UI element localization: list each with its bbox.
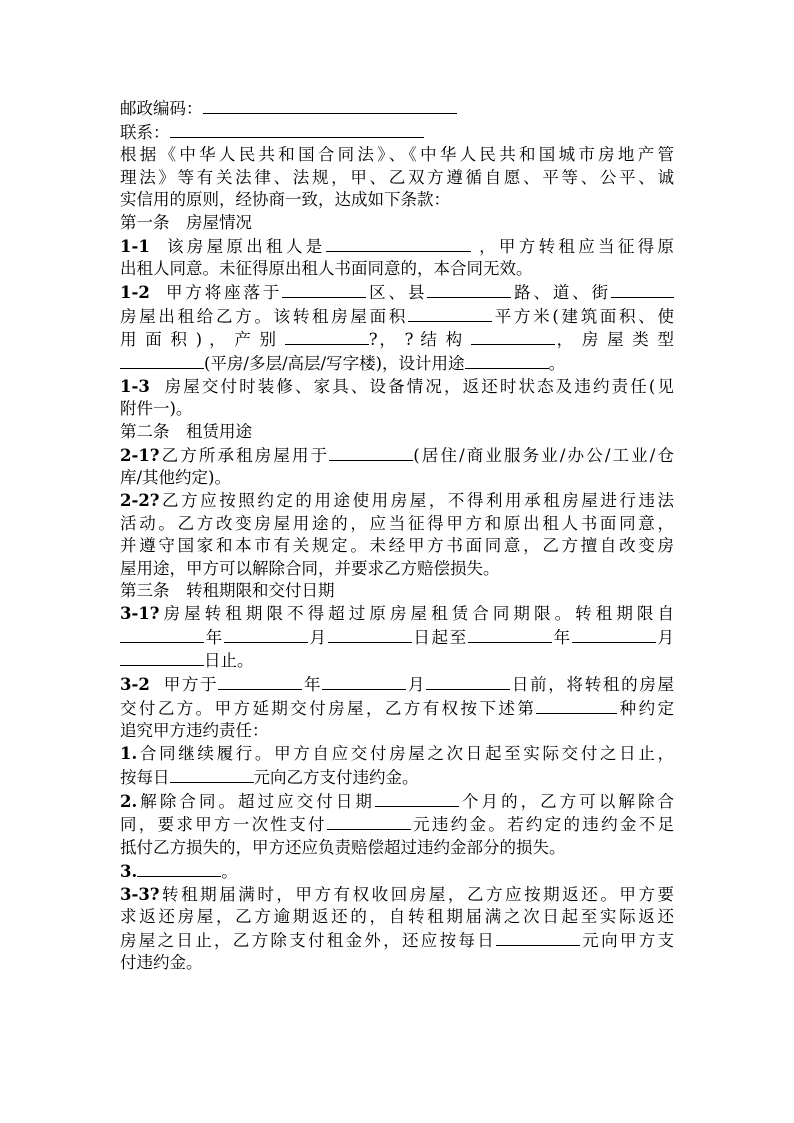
article-2-heading: 第二条 租赁用途 (120, 421, 252, 441)
clause-text: (居住/商业服务业/办公/工业/仓 (413, 445, 674, 465)
clause-3-1 (120, 603, 674, 626)
clause-text: 用 面 积 ) ， 产 别 (120, 330, 285, 349)
clause-text: 元违约金。若约定的违约金不足 (410, 815, 675, 834)
clause-text: 平方米(建筑面积、使 (492, 306, 675, 326)
clause-3-2-line-2 (120, 697, 674, 721)
clause-2-2 (120, 490, 674, 513)
clause-text: 乙方应按照约定的用途使用房屋，不得利用承租房屋进行违法 (159, 491, 674, 510)
clause-number: 1-3 (120, 376, 150, 396)
structure-blank (471, 328, 555, 345)
postcode-line (120, 97, 674, 121)
other-option-blank (137, 860, 221, 877)
contact-line (120, 121, 674, 145)
clause-text: ，甲方转租应当征得原 (479, 236, 675, 256)
usage-blank (329, 444, 413, 461)
clause-text: 交付乙方。甲方延期交付房屋，乙方有权按下述第 (120, 698, 537, 718)
clause-text: 种约定 (617, 698, 675, 718)
lump-penalty-blank (327, 813, 411, 830)
clause-text: 甲方于 (163, 675, 219, 694)
clause-text: ， 房 屋 类 型 (554, 330, 675, 349)
option-3 (120, 860, 674, 884)
option-number: 2. (120, 791, 138, 811)
clause-number: 1-2 (120, 283, 150, 302)
option-number-blank (536, 697, 617, 714)
clause-text: 房屋出租给乙方。该转租房屋面积 (120, 306, 409, 326)
clause-1-1 (120, 235, 674, 259)
road-blank (427, 281, 511, 298)
clause-text: 个月的，乙方可以解除合 (458, 791, 675, 811)
clause-text: 日前，将转租的房屋 (510, 675, 675, 694)
intro-line-2: 理法》等有关法律、法规，甲、乙双方遵循自愿、平等、公平、诚 (120, 167, 674, 187)
design-use-blank (465, 352, 549, 369)
area-blank (408, 305, 492, 322)
clause-number: 3-2 (120, 675, 150, 694)
postcode-blank (203, 97, 457, 114)
clause-3-3-line-3 (120, 929, 674, 953)
clause-text: 路、道、街 (511, 283, 612, 302)
clause-1-3-cont: 附件一)。 (120, 399, 193, 418)
clause-text: 合同继续履行。甲方自应交付房屋之次日起至实际交付之日止， (137, 744, 674, 763)
delivery-month-blank (322, 673, 406, 690)
clause-text: ?， ? 结 构 (368, 330, 471, 349)
street-blank (611, 281, 674, 298)
overdue-months-blank (375, 790, 459, 807)
daily-penalty-blank (170, 766, 254, 783)
clause-text: 元向甲方支 (580, 930, 675, 950)
clause-text: 日起至 (411, 627, 468, 647)
intro-line-1: 根据《中华人民共和国合同法》、《中华人民共和国城市房地产管 (120, 145, 674, 164)
clause-1-1-cont: 出租人同意。未征得原出租人书面同意的，本合同无效。 (120, 259, 533, 278)
delivery-day-blank (426, 673, 510, 690)
contact-blank (170, 121, 424, 138)
clause-2-1-cont: 库/其他约定)。 (120, 468, 231, 487)
clause-text: 月 (406, 675, 427, 694)
clause-text: 。 (548, 353, 566, 373)
clause-2-2-line-2: 活动。乙方改变房屋用途的，应当征得甲方和原出租人书面同意， (120, 513, 674, 533)
district-blank (282, 281, 366, 298)
intro-line-3: 实信用的原则，经协商一致，达成如下条款： (120, 190, 450, 209)
option-1-cont (120, 766, 674, 790)
clause-text: (平房/多层/高层/写字楼)，设计用途 (204, 353, 465, 373)
clause-2-1 (120, 444, 674, 468)
clause-text: 月 (655, 627, 675, 647)
option-2-line-2 (120, 813, 674, 837)
clause-text: 该房屋原出租人是 (166, 236, 326, 256)
clause-3-2 (120, 673, 674, 697)
start-year-blank (120, 626, 204, 643)
property-type-blank (285, 328, 369, 345)
clause-text: 转租期届满时，甲方有权收回房屋，乙方应按期返还。甲方要 (159, 884, 674, 904)
end-year-blank (468, 626, 552, 643)
clause-3-3 (120, 884, 674, 907)
article-3-heading: 第三条 转租期限和交付日期 (120, 581, 335, 600)
option-2-line-3: 抵付乙方损失的，甲方还应负责赔偿超过违约金部分的损失。 (120, 837, 566, 857)
clause-1-2-line-4 (120, 352, 674, 376)
clause-number: 2-1? (120, 445, 160, 465)
postcode-label: 邮政编码： (120, 99, 203, 118)
end-day-blank (120, 649, 204, 666)
clause-2-2-line-3: 并遵守国家和本市有关规定。未经甲方书面同意，乙方擅自改变房 (120, 536, 674, 555)
clause-text: 年 (302, 675, 323, 694)
clause-text: 元向乙方支付违约金。 (253, 767, 419, 787)
clause-3-1-line-2 (120, 626, 674, 650)
clause-text: 区、县 (366, 283, 428, 302)
clause-text: 同，要求甲方一次性支付 (120, 815, 327, 834)
clause-1-2 (120, 281, 674, 305)
clause-number: 2-2? (120, 491, 160, 510)
clause-text: 年 (204, 627, 224, 647)
start-day-blank (328, 626, 412, 643)
clause-text: 房屋交付时装修、家具、设备情况，返还时状态及违约责任(见 (164, 376, 674, 396)
article-1-heading: 第一条 房屋情况 (120, 212, 252, 232)
clause-text: 按每日 (120, 767, 170, 787)
clause-2-2-line-4: 屋用途，甲方可以解除合同，并要求乙方赔偿损失。 (120, 558, 500, 578)
clause-text: 日止。 (204, 651, 254, 670)
end-month-blank (572, 626, 656, 643)
clause-text: 甲方将座落于 (166, 283, 283, 302)
contact-label: 联系： (120, 122, 170, 142)
clause-3-3-line-2: 求返还房屋，乙方逾期返还的，自转租期届满之次日起至实际返还 (120, 907, 674, 926)
lessor-blank (326, 235, 471, 252)
option-1 (120, 743, 674, 766)
contract-page (120, 97, 674, 975)
clause-text: 房屋之日止，乙方除支付租金外，还应按每日 (120, 930, 496, 950)
clause-text: 年 (551, 627, 572, 647)
clause-1-2-line-3 (120, 328, 674, 352)
clause-3-1-line-3 (120, 649, 674, 673)
delivery-year-blank (218, 673, 302, 690)
house-type-blank (120, 352, 204, 369)
clause-text: 。 (221, 861, 238, 881)
option-2 (120, 790, 674, 814)
clause-1-2-line-2 (120, 305, 674, 329)
clause-1-3 (120, 376, 674, 399)
clause-number: 1-1 (120, 236, 150, 256)
clause-text: 乙方所承租房屋用于 (159, 445, 330, 465)
clause-number: 3-1? (120, 604, 160, 623)
clause-text: 房屋转租期限不得超过原房屋租赁合同期限。转租期限自 (159, 604, 674, 623)
option-number: 3. (120, 861, 138, 881)
clause-3-3-line-4: 付违约金。 (120, 953, 203, 972)
clause-text: 月 (307, 627, 328, 647)
clause-text: 解除合同。超过应交付日期 (137, 791, 375, 811)
option-number: 1. (120, 744, 138, 763)
clause-3-2-line-3: 追究甲方违约责任： (120, 721, 269, 740)
clause-number: 3-3? (120, 884, 160, 904)
start-month-blank (224, 626, 308, 643)
overdue-return-penalty-blank (496, 929, 580, 946)
